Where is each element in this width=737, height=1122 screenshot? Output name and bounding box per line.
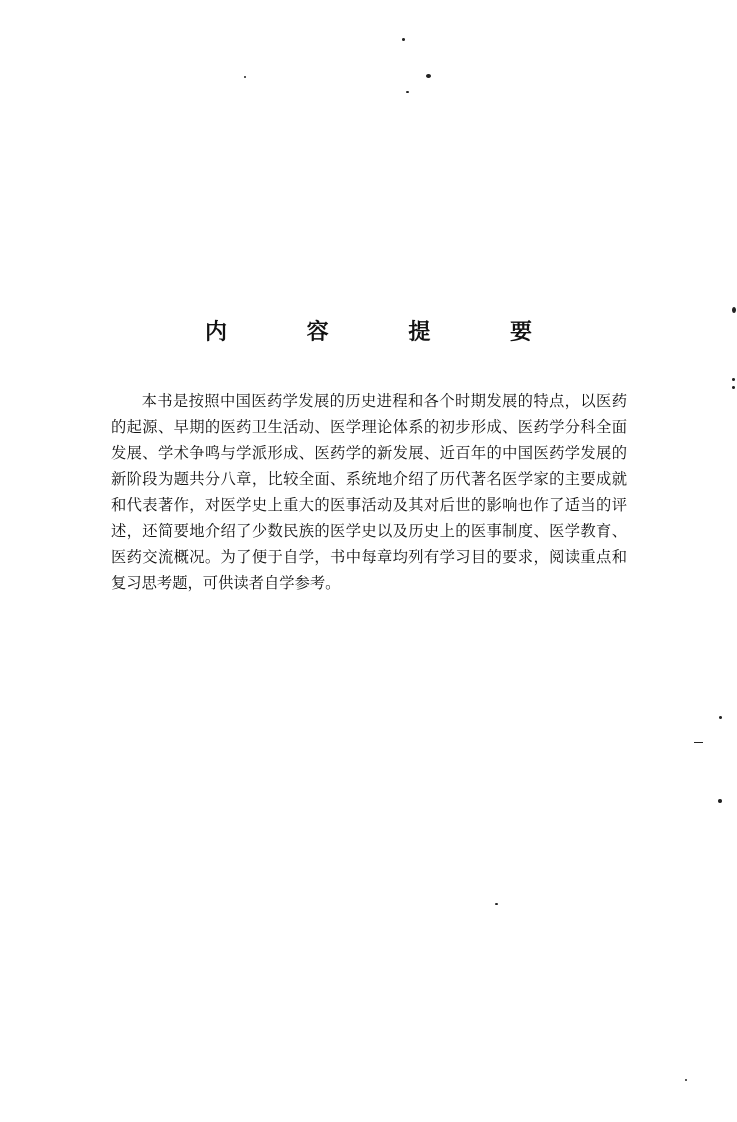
scan-speck — [406, 91, 409, 93]
summary-paragraph: 本书是按照中国医药学发展的历史进程和各个时期发展的特点，以医药的起源、早期的医药卫生活动、医学理论体系的初步形成、医药学分科全面发展、学术争鸣与学派形成、医药学的新发展、近百年的中国医药学发展的新阶段为题共分八章，比较全面、系统地介绍了历代著名医学家的主要成就和代表著作，对医学史上重大的医事活动及其对后世的影响也作了适当的评述，还简要地介绍了少数民族的医学史以及历史上的医事制度、医学教育、医药交流概况。为了便于自学，书中每章均列有学习目的要求，阅读重点和复习思考题，可供读者自学参考。 — [111, 392, 627, 592]
scan-speck — [402, 38, 405, 41]
scan-speck — [426, 74, 431, 78]
scan-speck — [694, 742, 703, 743]
scan-speck — [685, 1079, 687, 1081]
scan-speck — [732, 378, 735, 381]
scan-speck — [244, 76, 246, 78]
scan-speck — [732, 307, 736, 313]
scan-speck — [495, 903, 498, 905]
scan-speck — [719, 716, 722, 719]
scan-speck — [718, 799, 722, 803]
page-heading: 内 容 提 要 — [205, 320, 568, 345]
scan-speck — [732, 386, 735, 389]
